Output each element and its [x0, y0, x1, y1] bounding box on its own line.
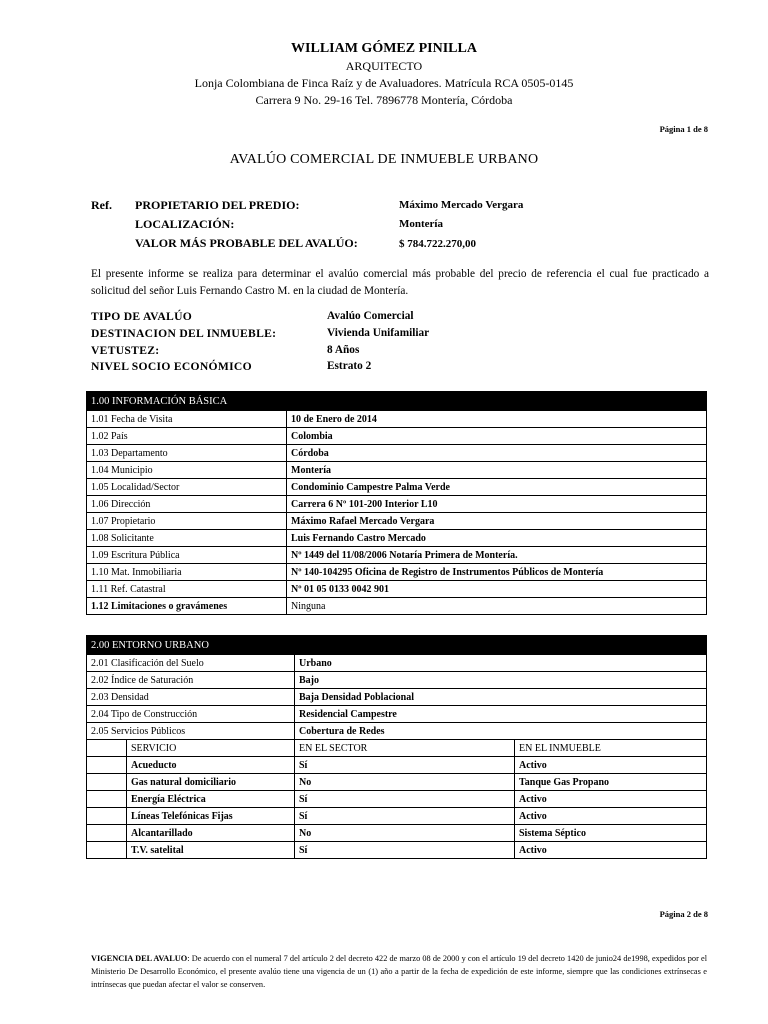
table-row	[87, 479, 707, 496]
summary-value: Avalúo Comercial	[327, 310, 414, 322]
page-number: Página 1 de 8	[659, 124, 708, 134]
service-name: Energía Eléctrica	[127, 791, 295, 808]
ref-location-label: LOCALIZACIÓN:	[135, 217, 235, 231]
ref-location-value: Montería	[399, 218, 443, 230]
row-label: 2.02 Índice de Saturación	[87, 672, 295, 689]
urban-environment-table	[86, 635, 707, 859]
row-label: 2.03 Densidad	[87, 689, 295, 706]
author-profession: ARQUITECTO	[345, 59, 423, 73]
table-section-header: 2.00 ENTORNO URBANO	[87, 636, 707, 655]
service-property: Activo	[515, 842, 707, 859]
row-value: Cobertura de Redes	[295, 723, 707, 740]
row-value: Colombia	[287, 428, 707, 445]
validity-text: : De acuerdo con el numeral 7 del artículo 2 del decreto 422 de marzo 08 de 2000 y con el artículo 19 del decreto 1420 de junio24 de1998, expedidos por el Ministerio De Desarrollo Económico, el presente avalúo tiene una vigencia de un (1) año a partir de la fecha de expedición de este informe, siempre que las condiciones extrínsecas e intrínsecas que puedan afectar el valor se conserven.	[91, 954, 707, 989]
row-label: 2.04 Tipo de Construcción	[87, 706, 295, 723]
row-value: Luis Fernando Castro Mercado	[287, 530, 707, 547]
service-sector: Sí	[295, 791, 515, 808]
row-value: Carrera 6 Nº 101-200 Interior L10	[287, 496, 707, 513]
basic-info-table	[86, 391, 707, 615]
service-sector: No	[295, 774, 515, 791]
document-title: AVALÚO COMERCIAL DE INMUEBLE URBANO	[229, 152, 539, 167]
service-sector: Sí	[295, 757, 515, 774]
table-row	[87, 598, 707, 615]
row-label: 2.05 Servicios Públicos	[87, 723, 295, 740]
service-property: Tanque Gas Propano	[515, 774, 707, 791]
service-property: Activo	[515, 808, 707, 825]
table-row	[87, 411, 707, 428]
indent-cell	[87, 791, 127, 808]
table-row	[87, 428, 707, 445]
summary-label: DESTINACION DEL INMUEBLE:	[91, 327, 277, 340]
table-row	[87, 655, 707, 672]
row-label: 1.07 Propietario	[87, 513, 287, 530]
ref-owner-label: PROPIETARIO DEL PREDIO:	[135, 198, 300, 212]
service-name: T.V. satelital	[127, 842, 295, 859]
summary-label: TIPO DE AVALÚO	[91, 310, 193, 323]
table-row	[87, 462, 707, 479]
table-row	[87, 547, 707, 564]
column-header: SERVICIO	[127, 740, 295, 757]
summary-label: VETUSTEZ:	[91, 344, 160, 357]
table-row	[87, 706, 707, 723]
author-name: WILLIAM GÓMEZ PINILLA	[291, 41, 477, 56]
service-name: Gas natural domiciliario	[127, 774, 295, 791]
summary-value: Vivienda Unifamiliar	[327, 327, 430, 339]
row-label: 1.10 Mat. Inmobiliaria	[87, 564, 287, 581]
author-registration: Lonja Colombiana de Finca Raíz y de Avaluadores. Matrícula RCA 0505-0145	[194, 76, 574, 90]
indent-cell	[87, 808, 127, 825]
service-property: Sistema Séptico	[515, 825, 707, 842]
service-name: Líneas Telefónicas Fijas	[127, 808, 295, 825]
row-label: 1.06 Dirección	[87, 496, 287, 513]
ref-value-label: VALOR MÁS PROBABLE DEL AVALÚO:	[135, 236, 358, 250]
row-value: Ninguna	[287, 598, 707, 615]
row-label: 1.12 Limitaciones o gravámenes	[87, 598, 287, 615]
table-row	[87, 842, 707, 859]
row-value: Córdoba	[287, 445, 707, 462]
table-row	[87, 723, 707, 740]
row-value: Bajo	[295, 672, 707, 689]
row-label: 1.11 Ref. Catastral	[87, 581, 287, 598]
row-value: 10 de Enero de 2014	[287, 411, 707, 428]
row-label: 1.08 Solicitante	[87, 530, 287, 547]
indent-cell	[87, 757, 127, 774]
services-header-row	[87, 740, 707, 757]
intro-paragraph: El presente informe se realiza para determinar el avalúo comercial más probable del precio de referencia el cual fue practicado a solicitud del señor Luis Fernando Castro M. en la ciudad de Montería.	[91, 268, 709, 297]
row-value: Condominio Campestre Palma Verde	[287, 479, 707, 496]
table-row	[87, 672, 707, 689]
service-name: Alcantarillado	[127, 825, 295, 842]
table-row	[87, 445, 707, 462]
summary-value: 8 Años	[327, 344, 360, 356]
row-value: Máximo Rafael Mercado Vergara	[287, 513, 707, 530]
ref-label: Ref.	[91, 198, 112, 212]
row-value: Montería	[287, 462, 707, 479]
table-row	[87, 757, 707, 774]
service-sector: No	[295, 825, 515, 842]
table-row	[87, 689, 707, 706]
table-row	[87, 513, 707, 530]
validity-label: VIGENCIA DEL AVALUO	[91, 954, 188, 963]
row-value: Urbano	[295, 655, 707, 672]
ref-value-value: $ 784.722.270,00	[399, 238, 476, 250]
row-label: 1.03 Departamento	[87, 445, 287, 462]
row-value: Residencial Campestre	[295, 706, 707, 723]
row-value: Baja Densidad Poblacional	[295, 689, 707, 706]
service-property: Activo	[515, 757, 707, 774]
service-name: Acueducto	[127, 757, 295, 774]
table-row	[87, 791, 707, 808]
table-section-header: 1.00 INFORMACIÓN BÁSICA	[87, 392, 707, 411]
row-label: 1.01 Fecha de Visita	[87, 411, 287, 428]
row-label: 1.09 Escritura Pública	[87, 547, 287, 564]
summary-value: Estrato 2	[327, 360, 372, 372]
indent-cell	[87, 842, 127, 859]
table-row	[87, 825, 707, 842]
page-number: Página 2 de 8	[659, 909, 708, 919]
column-header: EN EL INMUEBLE	[515, 740, 707, 757]
row-label: 1.02 País	[87, 428, 287, 445]
row-value: Nº 01 05 0133 0042 901	[287, 581, 707, 598]
row-value: Nº 1449 del 11/08/2006 Notaría Primera de Montería.	[287, 547, 707, 564]
indent-cell	[87, 825, 127, 842]
row-label: 1.05 Localidad/Sector	[87, 479, 287, 496]
row-label: 2.01 Clasificación del Suelo	[87, 655, 295, 672]
summary-label: NIVEL SOCIO ECONÓMICO	[91, 360, 252, 373]
ref-owner-value: Máximo Mercado Vergara	[399, 199, 524, 211]
table-row	[87, 808, 707, 825]
service-sector: Sí	[295, 808, 515, 825]
row-label: 1.04 Municipio	[87, 462, 287, 479]
validity-note	[91, 952, 707, 991]
indent-cell	[87, 740, 127, 757]
author-address: Carrera 9 No. 29-16 Tel. 7896778 Montería, Córdoba	[255, 93, 513, 107]
table-row	[87, 496, 707, 513]
service-property: Activo	[515, 791, 707, 808]
table-row	[87, 581, 707, 598]
table-row	[87, 774, 707, 791]
table-row	[87, 564, 707, 581]
indent-cell	[87, 774, 127, 791]
row-value: Nº 140-104295 Oficina de Registro de Instrumentos Públicos de Montería	[287, 564, 707, 581]
service-sector: Sí	[295, 842, 515, 859]
column-header: EN EL SECTOR	[295, 740, 515, 757]
table-row	[87, 530, 707, 547]
